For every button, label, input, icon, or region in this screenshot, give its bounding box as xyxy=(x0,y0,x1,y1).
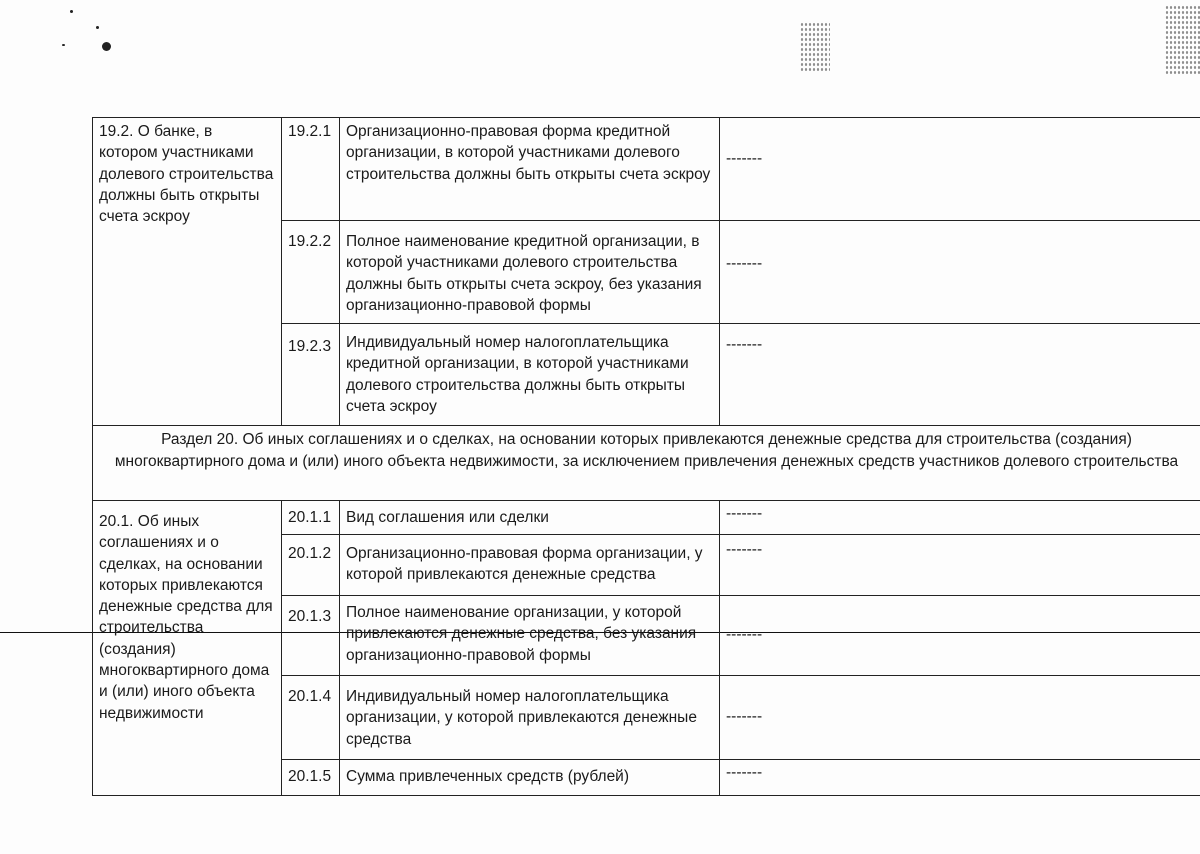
item-number: 19.2.3 xyxy=(282,324,340,426)
item-value: ------- xyxy=(720,535,1200,596)
item-value: ------- xyxy=(720,324,1200,426)
table-row xyxy=(93,501,1200,535)
scan-speck xyxy=(102,42,111,51)
section-row xyxy=(93,426,1200,501)
item-label: Полное наименование организации, у которой привлекаются денежные средства, без указания организационно-правовой формы xyxy=(340,596,720,676)
group-title: 19.2. О банке, в котором участниками долевого строительства должны быть открыты счета эскроу xyxy=(99,123,274,226)
item-number: 20.1.5 xyxy=(282,760,340,796)
group-title-cell xyxy=(93,501,282,796)
scan-speck xyxy=(62,44,65,46)
group-title: 20.1. Об иных соглашениях и о сделках, на основании которых привлекаются денежные средства для строительства (создания) многоквартирного дома и (или) иного объекта недвижимости xyxy=(99,513,273,722)
item-value: ------- xyxy=(720,676,1200,760)
item-value: ------- xyxy=(720,118,1200,221)
scan-speck xyxy=(96,26,99,29)
item-value: ------- xyxy=(720,501,1200,535)
item-number: 19.2.2 xyxy=(282,221,340,324)
item-label: Организационно-правовая форма организации, у которой привлекаются денежные средства xyxy=(340,535,720,596)
scan-noise xyxy=(1165,5,1200,75)
item-value: ------- xyxy=(720,221,1200,324)
group-title-cell xyxy=(93,118,282,426)
item-label: Полное наименование кредитной организации, в которой участниками долевого строительства должны быть открыты счета эскроу, без указания организационно-правовой формы xyxy=(340,221,720,324)
item-number: 20.1.3 xyxy=(282,596,340,676)
table-row xyxy=(93,118,1200,221)
item-label: Индивидуальный номер налогоплательщика кредитной организации, в которой участниками долевого строительства должны быть открыты счета эскроу xyxy=(340,324,720,426)
item-label: Организационно-правовая форма кредитной организации, в которой участниками долевого строительства должны быть открыты счета эскроу xyxy=(340,118,720,221)
item-number: 20.1.2 xyxy=(282,535,340,596)
item-value: ------- xyxy=(720,596,1200,676)
item-number: 20.1.1 xyxy=(282,501,340,535)
section-heading: Раздел 20. Об иных соглашениях и о сделках, на основании которых привлекаются денежные средства для строительства (создания) многоквартирного дома и (или) иного объекта недвижимости, за исключением привлечения денежных средств участников долевого строительства xyxy=(93,426,1200,501)
scan-noise xyxy=(800,22,830,72)
item-label: Вид соглашения или сделки xyxy=(340,501,720,535)
item-number: 19.2.1 xyxy=(282,118,340,221)
item-label: Сумма привлеченных средств (рублей) xyxy=(340,760,720,796)
item-value: ------- xyxy=(720,760,1200,796)
scan-speck xyxy=(70,10,73,13)
item-label: Индивидуальный номер налогоплательщика организации, у которой привлекаются денежные средства xyxy=(340,676,720,760)
declaration-table xyxy=(92,117,1200,796)
item-number: 20.1.4 xyxy=(282,676,340,760)
